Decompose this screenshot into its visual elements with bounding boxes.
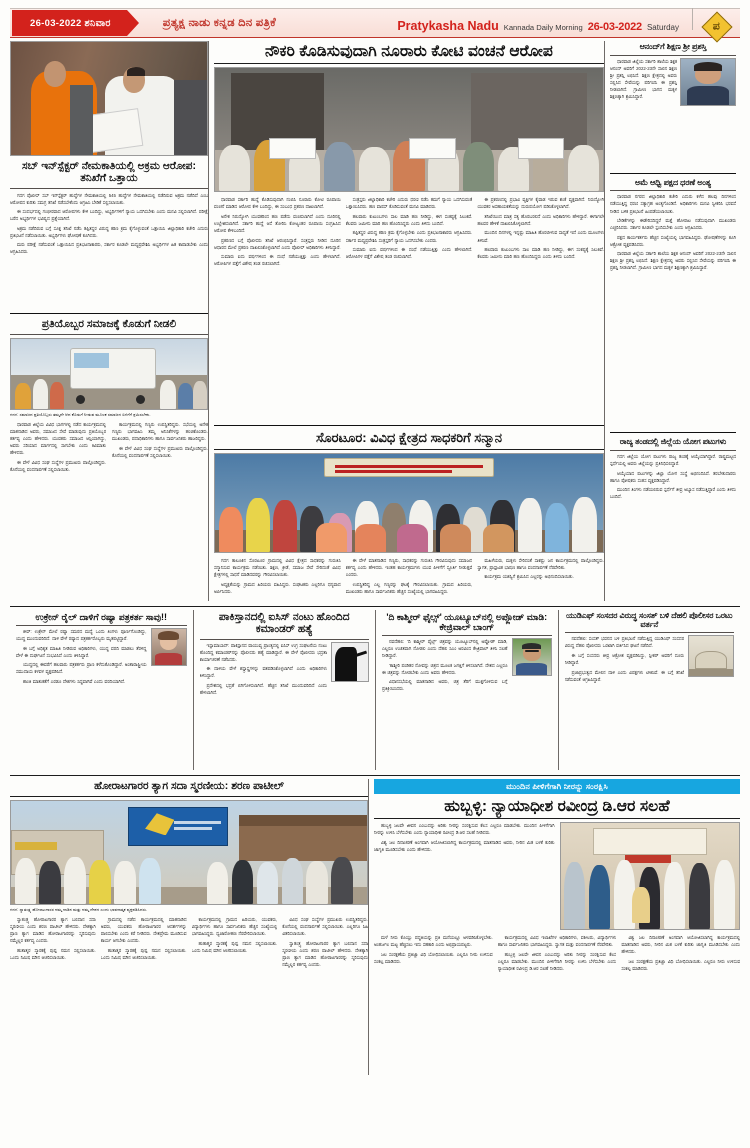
photo-caption-ambulance: ಗದಗ: ಸಮಾಜದ ಪ್ರತಿಯೊಬ್ಬರು ತಮ್ಮದೇ ಆದ ಕೊಡುಗೆ ನೀಡುವ ಮೂಲಕ ಸಮಾಜದ ಏಳಿಗೆಗೆ ಶ್ರಮಿಸಬೇಕು. <box>10 411 151 417</box>
logo-glyph: ಪ <box>713 20 721 33</box>
story-paragraph: ಮಳೆ ನೀರು ಕೊಯ್ಲು ಪದ್ಧತಿಯನ್ನು ಪ್ರತಿ ಮನೆಯಲ್ಲೂ ಅಳವಡಿಸಿಕೊಳ್ಳಬೇಕು. ಅಂತರ್ಜಲ ಮಟ್ಟ ಹೆಚ್ಚಿಸಲು ಇದು ಸಹಕಾರಿ ಎಂದು ಅಭಿಪ್ರಾಯಪಟ್ಟರು. <box>374 935 493 948</box>
newspaper-logo-icon <box>701 12 732 43</box>
story-paragraph: ಕಾರ್ಯಕ್ರಮ ಯಶಸ್ವಿಗೆ ಶ್ರಮಿಸಿದ ಎಲ್ಲರನ್ನು ಅಭಿನಂದಿಸಲಾಯಿತು. <box>484 574 574 580</box>
story-paragraph: ಗದಗ ಪೊಲೀಸ್ ಸಬ್ ಇನ್‌ಸ್ಪೆಕ್ಟರ್ ಹುದ್ದೆಗಳ ನೇಮಕಾತಿಯಲ್ಲಿ 545 ಹುದ್ದೆಗಳ ನೇಮಕಾತಿಯಲ್ಲಿ ನಡೆದಿರುವ ಅಕ್ರಮ ನಡೆದಿದೆ ಎಂಬ ಆರೋಪದ ಕುರಿತು ಸಮಗ್ರ ತನಿಖೆ ನಡೆಸಬೇಕೆಂದು ಆಗ್ರಹಿಸಿ ಬೇಡಿಕೆ ಸಲ್ಲಿಸಲಾಯಿತು. <box>10 192 208 205</box>
headline-education-award: ಆನಂದ್‌ಗೆ ಶಿಕ್ಷಣ ಶ್ರೀ ಪ್ರಶಸ್ತಿ <box>639 42 707 51</box>
headline-yoga-state-team: ರಾಜ್ಯ ತಂಡದಲ್ಲಿ ಜಿಲ್ಲೆಯ ಯೋಗ ಪಟುಗಳು <box>619 437 727 447</box>
story-column <box>346 557 473 601</box>
story-paragraph: ಮರು ಪರೀಕ್ಷೆ ನಡೆಸುವಂತೆ ಒತ್ತಾಯಿಸಿದ ಪ್ರತಿಭಟನಾಕಾರರು, ಸರ್ಕಾರ ಕೂಡಲೇ ಮಧ್ಯಪ್ರವೇಶಿಸಿ ಅಭ್ಯರ್ಥಿಗಳ ಹಿತ ಕಾಪಾಡಬೇಕು ಎಂದು ಆಗ್ರಹಿಸಿದರು. <box>10 242 208 255</box>
story-paragraph: ಮಹಿಳೆಯರು, ಮಕ್ಕಳು ಸೇರಿದಂತೆ ಸಾಕಷ್ಟು ಜನ ಕಾರ್ಯಕ್ರಮದಲ್ಲಿ ಪಾಲ್ಗೊಂಡಿದ್ದರು. ಸ್ವಾಗತ, ಪ್ರಾಸ್ತಾವಿಕ ಭಾಷಣ ಹಾಗೂ ವಂದನಾರ್ಪಣೆ ನೆರವೇರಿತು. <box>477 557 604 570</box>
story-paragraph: ವಿಧಾನಸಭೆಯಲ್ಲಿ ಮಾತನಾಡಿದ ಅವರು, ಚಿತ್ರ ತೆರಿಗೆ ಮುಕ್ತಗೊಳಿಸುವ ಬಗ್ಗೆ ಪ್ರತಿಕ್ರಿಯಿಸಿದರು. <box>382 679 508 692</box>
mid-news-grid <box>10 610 740 770</box>
story-paragraph: ಈ ಸಂದರ್ಭದಲ್ಲಿ ಗಂಭೀರವಾದ ಆರೋಪಗಳು ಕೇಳಿ ಬಂದಿದ್ದು, ಅಭ್ಯರ್ಥಿಗಳಿಗೆ ನ್ಯಾಯ ಒದಗಿಸಬೇಕು ಎಂದು ಮನವಿ ಸಲ್ಲಿಸಲಾಗಿದೆ. ಪರೀಕ್ಷೆ ಬರೆದ ಅಭ್ಯರ್ಥಿಗಳ ಭವಿಷ್ಯದ ಪ್ರಶ್ನೆಯಾಗಿದೆ. <box>10 209 208 222</box>
headline-community-contribution: ಪ್ರತಿಯೊಬ್ಬರ ಸಮಾಜಕ್ಕೆ ಕೊಡುಗೆ ನೀಡಲಿ <box>41 317 177 330</box>
story-paragraph: ಹಲವಾರು ಕುಟುಂಬಗಳು ಸಾಲ ಮಾಡಿ ಹಣ ನೀಡಿದ್ದು, ಈಗ ಸಂಕಷ್ಟಕ್ಕೆ ಸಿಲುಕಿವೆ. ಕೆಲವರು ಜಮೀನು ಮಾರಿ ಹಣ ಹೊಂದಿಸಿದ್ದರು ಎಂದು ತಿಳಿದು ಬಂದಿದೆ. <box>345 213 473 226</box>
story-paragraph: ಧಾರವಾಡ ಜಿಲ್ಲೆಯ ವಿವಿಧ ಭಾಗಗಳಲ್ಲಿ ನಡೆದ ಕಾರ್ಯಕ್ರಮದಲ್ಲಿ ಮಾತನಾಡಿದ ಅವರು, ಸಮಾಜದ ಸೇವೆ ಮಾಡುವುದು ಪ್ರತಿಯೊಬ್ಬರ ಕರ್ತವ್ಯ ಎಂದು ಹೇಳಿದರು. ಯುವಕರು ಸಮಾಜದ ಆಸ್ತಿಯಾಗಿದ್ದು, ಅವರು ಸರಿಯಾದ ಮಾರ್ಗದಲ್ಲಿ ಸಾಗಬೇಕು ಎಂದು ಕಿವಿಮಾತು ಹೇಳಿದರು. <box>10 422 106 456</box>
story-paragraph: ಈ ಬಗ್ಗೆ ಸಂಸದರು ತೀವ್ರ ಆಕ್ರೋಶ ವ್ಯಕ್ತಪಡಿಸಿದ್ದು, ಸ್ಪೀಕರ್ ಅವರಿಗೆ ದೂರು ನೀಡಿದ್ದಾರೆ. <box>564 653 684 666</box>
headline-freedom-fighters: ಹೋರಾಟಗಾರರ ತ್ಯಾಗ ಸದಾ ಸ್ಮರಣೀಯ: ಶರಣ ಪಾಟೀಲ್ <box>94 780 284 792</box>
story-column <box>374 822 555 930</box>
bottom-right-column <box>374 779 740 1075</box>
story-paragraph: ಕಾರ್ಯಕ್ರಮದಲ್ಲಿ ಗಣ್ಯರು ಉಪಸ್ಥಿತರಿದ್ದರು. ಸಭೆಯಲ್ಲಿ ಅನೇಕ ಗಣ್ಯರು ಭಾಗವಹಿಸಿ ತಮ್ಮ ಅನಿಸಿಕೆಗಳನ್ನು ಹಂಚಿಕೊಂಡರು. ಮುಖಂಡರು, ಪದಾಧಿಕಾರಿಗಳು ಹಾಗೂ ಸಾರ್ವಜನಿಕರು ಹಾಜರಿದ್ದರು. <box>112 422 208 442</box>
story-yoga-state-team <box>610 453 736 573</box>
story-paragraph: ಕಾರ್ಯಕ್ರಮದಲ್ಲಿ ಗ್ರಾಮದ ಹಿರಿಯರು, ಯುವಕರು, ವಿದ್ಯಾರ್ಥಿಗಳು ಹಾಗೂ ಸಾರ್ವಜನಿಕರು ಹೆಚ್ಚಿನ ಸಂಖ್ಯೆಯಲ್ಲಿ ಭಾಗವಹಿಸಿದ್ದರು. ಧ್ವಜಾರೋಹಣ ನೆರವೇರಿಸಲಾಯಿತು. <box>191 917 278 937</box>
story-column <box>621 934 740 1075</box>
headline-pakistan-isis-commander: ಪಾಕಿಸ್ತಾನದಲ್ಲಿ ಐಸಿಸ್ ನಂಟು ಹೊಂದಿದ ಕಮಾಂಡರ್ ಹತ್ಯೆ <box>218 611 350 635</box>
story-column <box>214 196 341 422</box>
story-paragraph: ಗದಗ ತಾಲೂಕಿನ ಸೊರಟೂರ ಗ್ರಾಮದಲ್ಲಿ ವಿವಿಧ ಕ್ಷೇತ್ರದ ಸಾಧಕರನ್ನು ಗುರುತಿಸಿ ಸನ್ಮಾನಿಸುವ ಕಾರ್ಯಕ್ರಮ ನಡೆಯಿತು. ಶಿಕ್ಷಣ, ಕ್ರೀಡೆ, ಸಮಾಜ ಸೇವೆ ಸೇರಿದಂತೆ ವಿವಿಧ ಕ್ಷೇತ್ರಗಳಲ್ಲಿ ಸಾಧನೆ ಮಾಡಿದವರನ್ನು ಗೌರವಿಸಲಾಯಿತು. <box>214 557 341 577</box>
headline-soraturu-felicitation: ಸೊರಟೂರ: ವಿವಿಧ ಕ್ಷೇತ್ರದ ಸಾಧಕರಿಗೆ ಸನ್ಮಾನ <box>315 430 503 446</box>
story-paragraph: ಈ ವೇಳೆ ವಿವಿಧ ಸಂಘ ಸಂಸ್ಥೆಗಳ ಪ್ರಮುಖರು ಪಾಲ್ಗೊಂಡಿದ್ದರು. ಕೊನೆಯಲ್ಲಿ ವಂದನಾರ್ಪಣೆ ಸಲ್ಲಿಸಲಾಯಿತು. <box>10 459 106 472</box>
headline-sub-inspector: ಸಬ್ ಇನ್‌ಸ್ಪೆಕ್ಟರ್ ನೇಮಕಾತಿಯಲ್ಲಿ ಅಕ್ರಮ ಆರೋಪ: ತನಿಖೆಗೆ ಒತ್ತಾಯ <box>21 160 197 184</box>
story-paragraph: ಉಪಸ್ಥಿತರಿದ್ದ ಎಲ್ಲ ಗಣ್ಯರನ್ನು ಘಟಕ್ಕೆ ಗೌರವಿಸಲಾಯಿತು. ಗ್ರಾಮದ ಹಿರಿಯರು, ಮುಖಂಡರು ಹಾಗೂ ಸಾರ್ವಜನಿಕರು ಹೆಚ್ಚಿನ ಸಂಖ್ಯೆಯಲ್ಲಿ ಭಾಗವಹಿಸಿದ್ದರು. <box>345 581 473 594</box>
mid-news-item-pakistan <box>193 610 376 770</box>
story-column <box>214 557 341 601</box>
story-column <box>10 421 106 601</box>
story-paragraph: ಪಕ್ಷದ ಕಾರ್ಯಕರ್ತರು ಹೆಚ್ಚಿನ ಸಂಖ್ಯೆಯಲ್ಲಿ ಭಾಗವಹಿಸಿದ್ದರು. ಘೋಷಣೆಗಳನ್ನು ಕೂಗಿ ಆಕ್ರೋಶ ವ್ಯಕ್ತಪಡಿಸಿದರು. <box>610 234 736 247</box>
story-paragraph: ಹುಬ್ಬಳ್ಳಿ ಜಲವೇ ಜೀವನ ಎಂಬುದನ್ನು ಅರಿತು ನೀರನ್ನು ಸಂರಕ್ಷಿಸುವ ಕೆಲಸ ಎಲ್ಲರೂ ಮಾಡಬೇಕು. ಮುಂದಿನ ಪೀಳಿಗೆಗಾಗಿ ನೀರನ್ನು ಉಳಿಸಿ ಬೆಳೆಸಬೇಕು ಎಂದು ನ್ಯಾಯಾಧೀಶ ರವೀಂದ್ರ ಡಿ.ಆರ ಸಲಹೆ ನೀಡಿದರು. <box>497 951 617 971</box>
story-paragraph: ಸುಮಾರು ಐದು ವರ್ಷಗಳಿಂದ ಈ ದಂಧೆ ನಡೆಯುತ್ತಿತ್ತು ಎಂದು ಹೇಳಲಾಗಿದೆ. ಆರೋಪಿಗಳ ಪತ್ತೆಗೆ ವಿಶೇಷ ತಂಡ ರಚಿಸಲಾಗಿದೆ. <box>345 247 473 260</box>
story-job-fraud-columns <box>214 196 604 422</box>
top-section <box>10 41 740 601</box>
story-paragraph: ಧಾರವಾಡ ನಗರದ ಜಿಲ್ಲಾಧಿಕಾರಿ ಕಚೇರಿ ಎದುರು ಕಳೆದ ಹಲವು ದಿನಗಳಿಂದ ನಡೆಯುತ್ತಿದ್ದ ಧರಣಿ ಸತ್ಯಾಗ್ರಹ ಅಂತ್ಯಗೊಂಡಿದೆ. ಅಧಿಕಾರಿಗಳು ಮನವಿ ಸ್ವೀಕರಿಸಿ ಭರವಸೆ ನೀಡಿದ ಬಳಿಕ ಪ್ರತಿಭಟನೆ ಹಿಂಪಡೆಯಲಾಯಿತು. <box>610 194 736 214</box>
story-paragraph: ವಿವಿಧ ಸಂಘ ಸಂಸ್ಥೆಗಳ ಪ್ರಮುಖರು ಉಪಸ್ಥಿತರಿದ್ದರು. ಕೊನೆಯಲ್ಲಿ ವಂದನಾರ್ಪಣೆ ಸಲ್ಲಿಸಲಾಯಿತು. ಎಲ್ಲರಿಗೂ ಸಿಹಿ ವಿತರಿಸಲಾಯಿತು. <box>282 917 368 937</box>
mid-section <box>10 606 740 770</box>
bottom-grid <box>10 779 740 1075</box>
story-column <box>374 934 493 1075</box>
photo-water-day-event <box>560 822 741 930</box>
story-pakistan <box>200 642 328 750</box>
photo-felicitation-group <box>214 453 604 553</box>
photo-parliament-scene <box>688 635 734 677</box>
story-paragraph: ಜಲ ಸಂರಕ್ಷಣೆಯ ಪ್ರತಿಜ್ಞಾ ವಿಧಿ ಬೋಧಿಸಲಾಯಿತು. ಎಲ್ಲರೂ ನೀರು ಉಳಿಸುವ ಸಂಕಲ್ಪ ಮಾಡಿದರು. <box>374 951 493 964</box>
masthead-kannada-title: ಪ್ರತ್ಯಕ್ಷ ನಾಡು ಕನ್ನಡ ದಿನ ಪತ್ರಿಕೆ <box>162 16 276 29</box>
story-paragraph: ಪ್ರಕರಣದ ಬಗ್ಗೆ ಪೊಲೀಸರು ತನಿಖೆ ಆರಂಭಿಸಿದ್ದಾರೆ. ಸಂತ್ರಸ್ತರು ನೀಡಿದ ದೂರಿನ ಆಧಾರದ ಮೇಲೆ ಪ್ರಕರಣ ದಾಖಲಿಸಿಕೊಳ್ಳಲಾಗಿದೆ ಎಂದು ಪೊಲೀಸ್ ಅಧಿಕಾರಿಗಳು ತಿಳಿಸಿದ್ದಾರೆ. <box>214 237 341 250</box>
photo-portrait-reporter <box>151 628 187 666</box>
mid-news-item-udf-mps <box>558 610 741 770</box>
headline-udf-mps-police: ಯುಡಿಎಫ್ ಸಂಸದರ ವಿರುದ್ಧ ಸಂಸತ್ ಬಳಿ ದೆಹಲಿ ಪೊಲೀಸರ ಒರಟು ವರ್ತನೆ <box>566 611 733 629</box>
mid-news-item-ukraine <box>10 610 193 770</box>
story-paragraph: ಧಾರವಾಡ ಜಿಲ್ಲೆಯ ಸರ್ಕಾರಿ ಶಾಲೆಯ ಶಿಕ್ಷಕ ಆನಂದ್ ಅವರಿಗೆ 2022-23ನೇ ಸಾಲಿನ ಶಿಕ್ಷಣ ಶ್ರೀ ಪ್ರಶಸ್ತಿ ಲಭಿಸಿದೆ. ಶಿಕ್ಷಣ ಕ್ಷೇತ್ರದಲ್ಲಿ ಅವರು ಸಲ್ಲಿಸಿದ ಸೇವೆಯನ್ನು ಪರಿಗಣಿಸಿ ಈ ಪ್ರಶಸ್ತಿ ನೀಡಲಾಗಿದೆ. ಗ್ರಾಮೀಣ ಭಾಗದ ಮಕ್ಕಳ ಶಿಕ್ಷಣಕ್ಕಾಗಿ ಶ್ರಮಿಸಿದ್ದಾರೆ. <box>610 58 677 99</box>
story-paragraph: ತನಿಖೆಯಿಂದ ಮಾತ್ರ ಸತ್ಯ ಹೊರಬರಲಿದೆ ಎಂದು ಅಧಿಕಾರಿಗಳು ಹೇಳಿದ್ದಾರೆ. ಈಗಾಗಲೇ ಹಲವರ ಹೇಳಿಕೆ ದಾಖಲಿಸಿಕೊಳ್ಳಲಾಗಿದೆ. <box>477 213 604 226</box>
photo-crowd <box>11 367 207 409</box>
story-paragraph: ನವದೆಹಲಿ: ಸಂಸತ್ ಭವನದ ಬಳಿ ಪ್ರತಿಭಟನೆ ನಡೆಸುತ್ತಿದ್ದ ಯುಡಿಎಫ್ ಸಂಸದರ ವಿರುದ್ಧ ದೆಹಲಿ ಪೊಲೀಸರು ಒರಟಾಗಿ ವರ್ತಿಸಿದ ಘಟನೆ ನಡೆದಿದೆ. <box>564 636 684 649</box>
headline-kashmir-files-youtube: 'ದಿ ಕಾಶ್ಮೀರ್ ಫೈಲ್ಸ್' ಯೂಟ್ಯೂಬ್‌ನಲ್ಲಿ ಅಪ್ಲೋಡ್ ಮಾಡಿ: ಕೇಜ್ರಿವಾಲ್ ಬಾಂಗ್ <box>386 612 548 633</box>
story-paragraph: ಸುಮಾರು ಐದು ವರ್ಷಗಳಿಂದ ಈ ದಂಧೆ ನಡೆಯುತ್ತಿತ್ತು ಎಂದು ಹೇಳಲಾಗಿದೆ. ಆರೋಪಿಗಳ ಪತ್ತೆಗೆ ವಿಶೇಷ ತಂಡ ರಚಿಸಲಾಗಿದೆ. <box>214 254 341 267</box>
story-freedom-fighters-columns <box>10 916 368 1075</box>
story-paragraph: ಯುದ್ಧದಲ್ಲಿ ಈವರೆಗೆ ಹಲವಾರು ಪತ್ರಕರ್ತರು ಪ್ರಾಣ ಕಳೆದುಕೊಂಡಿದ್ದಾರೆ. ಅಂತಾರಾಷ್ಟ್ರೀಯ ಸಮುದಾಯ ಕಳವಳ ವ್ಯಕ್ತಪಡಿಸಿದೆ. <box>16 662 147 675</box>
story-column <box>112 421 208 601</box>
story-paragraph: ಈ ಬಗ್ಗೆ ಅಧಿಕೃತ ಮಾಹಿತಿ ನೀಡಿರುವ ಅಧಿಕಾರಿಗಳು, ಯುದ್ಧ ವರದಿ ಮಾಡಲು ತೆರಳಿದ್ದ ವೇಳೆ ಈ ದುರ್ಘಟನೆ ಸಂಭವಿಸಿದೆ ಎಂದು ತಿಳಿಸಿದ್ದಾರೆ. <box>16 645 147 658</box>
photo-caption-village: ಗದಗ: ಸ್ವಾತಂತ್ರ್ಯ ಹೋರಾಟಗಾರರ ನಮ್ಮ ನಾಡಿನ ಮತ್ತು ನಮ್ಮ ದೇಶದ ಎಂದು ಭಾವನಾತ್ಮಕ ವ್ಯಕ್ತಪಡಿಸಿದರು. <box>10 906 148 912</box>
story-paragraph: ಇಸ್ಲಾಮಾಬಾದ್: ಪಾಕಿಸ್ತಾನದ ವಾಯುವ್ಯ ಪ್ರಾಂತ್ಯದಲ್ಲಿ ಐಸಿಸ್ ಉಗ್ರ ಸಂಘಟನೆಯ ನಂಟು ಹೊಂದಿದ್ದ ಕಮಾಂಡರ್‌ನನ್ನು ಪೊಲೀಸರು ಹತ್ಯೆ ಮಾಡಿದ್ದಾರೆ. ಈ ವೇಳೆ ಪೊಲೀಸರು ಭದ್ರತಾ ಕಾರ್ಯಾಚರಣೆ ನಡೆಸಿದರು. <box>199 642 327 662</box>
story-paragraph: ಕೀವ್: ಉಕ್ರೇನ್ ಮೇಲೆ ರಷ್ಯಾ ಸಮರದ ಮಧ್ಯೆ ಒಂದು ತಿಂಗಳು ಪೂರ್ಣಗೊಂಡಿದ್ದು, ಯುದ್ಧ ಮುಂದುವರಿದಿದೆ. ದಾಳಿ ವೇಳೆ ರಷ್ಯಾದ ಪತ್ರಕರ್ತರೊಬ್ಬರು ಮೃತಪಟ್ಟಿದ್ದಾರೆ. <box>16 629 147 642</box>
story-paragraph: ಕಾರ್ಯಕ್ರಮದಲ್ಲಿ ವಿವಿಧ ಇಲಾಖೆಗಳ ಅಧಿಕಾರಿಗಳು, ವಕೀಲರು, ವಿದ್ಯಾರ್ಥಿಗಳು ಹಾಗೂ ಸಾರ್ವಜನಿಕರು ಭಾಗವಹಿಸಿದ್ದರು. ಸ್ವಾಗತ ಮತ್ತು ವಂದನಾರ್ಪಣೆ ನೆರವೇರಿತು. <box>497 935 617 948</box>
story-column <box>101 916 187 1075</box>
story-paragraph: ಹುತಾತ್ಮರ ಸ್ಮಾರಕಕ್ಕೆ ಪುಷ್ಪ ನಮನ ಸಲ್ಲಿಸಲಾಯಿತು. ಒಂದು ನಿಮಿಷ ಮೌನ ಆಚರಿಸಲಾಯಿತು. <box>191 940 278 953</box>
story-paragraph: ಈ ವೇಳೆ ಮಾತನಾಡಿದ ಗಣ್ಯರು, ಸಾಧಕರನ್ನು ಗುರುತಿಸಿ ಗೌರವಿಸುವುದು ಸಮಾಜದ ಕರ್ತವ್ಯ ಎಂದು ಹೇಳಿದರು. ಇಂತಹ ಕಾರ್ಯಕ್ರಮಗಳು ಯುವ ಪೀಳಿಗೆಗೆ ಸ್ಫೂರ್ತಿ ನೀಡುತ್ತವೆ ಎಂದರು. <box>345 557 473 577</box>
masthead-english-title: Pratykasha Nadu <box>397 18 499 33</box>
story-paragraph: ಮುಂದಿನ ತಿಂಗಳು ನಡೆಯಲಿರುವ ಸ್ಪರ್ಧೆಗೆ ತೀವ್ರ ಅಭ್ಯಾಸ ನಡೆಸುತ್ತಿದ್ದಾರೆ ಎಂದು ತಿಳಿದು ಬಂದಿದೆ. <box>610 487 736 500</box>
story-paragraph: ವಿಶ್ವ ಜಲ ದಿನಾಚರಣೆ ಅಂಗವಾಗಿ ಆಯೋಜಿಸಲಾಗಿದ್ದ ಕಾರ್ಯಕ್ರಮದಲ್ಲಿ ಮಾತನಾಡಿದ ಅವರು, ನೀರಿನ ಮಿತ ಬಳಕೆ ಕುರಿತು ಜಾಗೃತಿ ಮೂಡಿಸಬೇಕು ಎಂದು ಹೇಳಿದರು. <box>621 935 740 955</box>
story-paragraph: ಈ ವೇಳೆ ವಿವಿಧ ಸಂಘ ಸಂಸ್ಥೆಗಳ ಪ್ರಮುಖರು ಪಾಲ್ಗೊಂಡಿದ್ದರು. ಕೊನೆಯಲ್ಲಿ ವಂದನಾರ್ಪಣೆ ಸಲ್ಲಿಸಲಾಯಿತು. <box>112 445 208 458</box>
story-column <box>477 196 604 422</box>
photo-crowd <box>561 849 740 930</box>
story-paragraph: ಪ್ರದೇಶದಲ್ಲಿ ಭದ್ರತೆ ಬಿಗಿಗೊಳಿಸಲಾಗಿದೆ. ಹೆಚ್ಚಿನ ತನಿಖೆ ಮುಂದುವರಿದಿದೆ ಎಂದು ಹೇಳಲಾಗಿದೆ. <box>199 682 327 695</box>
masthead-day: Saturday <box>646 22 679 32</box>
masthead-divider <box>692 8 693 30</box>
story-paragraph: ಗ್ರಾಮದಲ್ಲಿ ನಡೆದ ಕಾರ್ಯಕ್ರಮದಲ್ಲಿ ಮಾತನಾಡಿದ ಅವರು, ಯುವಕರು ಹೋರಾಟಗಾರರ ಆದರ್ಶಗಳನ್ನು ಪಾಲಿಸಬೇಕು ಎಂದು ಕರೆ ನೀಡಿದರು. ದೇಶಪ್ರೇಮ ಮೂಡಿಸುವ ಕಾರ್ಯ ಆಗಬೇಕು ಎಂದರು. <box>100 917 187 944</box>
story-paragraph: ಜಲ ಸಂರಕ್ಷಣೆಯ ಪ್ರತಿಜ್ಞಾ ವಿಧಿ ಬೋಧಿಸಲಾಯಿತು. ಎಲ್ಲರೂ ನೀರು ಉಳಿಸುವ ಸಂಕಲ್ಪ ಮಾಡಿದರು. <box>621 958 740 971</box>
story-paragraph: ಅಕ್ರಮ ನಡೆದಿರುವ ಬಗ್ಗೆ ಸೂಕ್ತ ತನಿಖೆ ನಡೆಸಿ ತಪ್ಪಿತಸ್ಥರ ವಿರುದ್ಧ ಕಠಿಣ ಕ್ರಮ ಕೈಗೊಳ್ಳುವಂತೆ ಒತ್ತಾಯಿಸಿ ಜಿಲ್ಲಾಧಿಕಾರಿ ಕಚೇರಿ ಎದುರು ಪ್ರತಿಭಟನೆ ನಡೆಸಲಾಯಿತು. ಅಭ್ಯರ್ಥಿಗಳು ಘೋಷಣೆ ಕೂಗಿದರು. <box>10 225 208 238</box>
story-paragraph: ಮುಂದಿನ ದಿನಗಳಲ್ಲಿ ಇನ್ನಷ್ಟು ಮಾಹಿತಿ ಹೊರಬೀಳುವ ಸಾಧ್ಯತೆ ಇದೆ ಎಂದು ಮೂಲಗಳು ತಿಳಿಸಿವೆ. <box>477 230 604 243</box>
story-paragraph: ಧಾರವಾಡ ಸರ್ಕಾರಿ ಹುದ್ದೆ ಕೊಡಿಸುವುದಾಗಿ ನಂಬಿಸಿ ನೂರಾರು ಕೋಟಿ ರೂಪಾಯಿ ವಂಚನೆ ಮಾಡಿದ ಆರೋಪ ಕೇಳಿ ಬಂದಿದ್ದು, ಈ ಸಂಬಂಧ ಪ್ರಕರಣ ದಾಖಲಾಗಿದೆ. <box>214 197 341 210</box>
story-paragraph: ವಿಶ್ವ ಜಲ ದಿನಾಚರಣೆ ಅಂಗವಾಗಿ ಆಯೋಜಿಸಲಾಗಿದ್ದ ಕಾರ್ಯಕ್ರಮದಲ್ಲಿ ಮಾತನಾಡಿದ ಅವರು, ನೀರಿನ ಮಿತ ಬಳಕೆ ಕುರಿತು ಜಾಗೃತಿ ಮೂಡಿಸಬೇಕು ಎಂದು ಹೇಳಿದರು. <box>374 839 555 852</box>
photo-portrait-anand <box>680 58 736 106</box>
story-paragraph: ಹಲವಾರು ಕುಟುಂಬಗಳು ಸಾಲ ಮಾಡಿ ಹಣ ನೀಡಿದ್ದು, ಈಗ ಸಂಕಷ್ಟಕ್ಕೆ ಸಿಲುಕಿವೆ. ಕೆಲವರು ಜಮೀನು ಮಾರಿ ಹಣ ಹೊಂದಿಸಿದ್ದರು ಎಂದು ತಿಳಿದು ಬಂದಿದೆ. <box>477 247 604 260</box>
story-paragraph: ಹುತಾತ್ಮರ ಸ್ಮಾರಕಕ್ಕೆ ಪುಷ್ಪ ನಮನ ಸಲ್ಲಿಸಲಾಯಿತು. ಒಂದು ನಿಮಿಷ ಮೌನ ಆಚರಿಸಲಾಯಿತು. <box>100 947 187 961</box>
story-party-protest-end <box>610 193 736 429</box>
top-right-column <box>610 41 736 601</box>
photo-portrait-kejriwal <box>512 638 552 676</box>
story-column <box>498 934 617 1075</box>
headline-party-protest-end: ಅಮೆ ಆಧ್ವಿ ಪಕ್ಷದ ಧರಣೆ ಅಂತ್ಯ <box>634 177 711 187</box>
story-column <box>192 916 278 1075</box>
photo-officials-handover <box>10 41 208 156</box>
photo-protest-sit-in <box>214 67 604 192</box>
story-paragraph: ಗದಗ ಜಿಲ್ಲೆಯ ಯೋಗ ಪಟುಗಳು ರಾಜ್ಯ ತಂಡಕ್ಕೆ ಆಯ್ಕೆಯಾಗಿದ್ದಾರೆ. ರಾಷ್ಟ್ರಮಟ್ಟದ ಸ್ಪರ್ಧೆಯಲ್ಲಿ ಅವರು ಜಿಲ್ಲೆಯನ್ನು ಪ್ರತಿನಿಧಿಸಲಿದ್ದಾರೆ. <box>610 454 736 467</box>
story-education-award <box>610 58 677 170</box>
story-paragraph: ಧಾರವಾಡ ಜಿಲ್ಲೆಯ ಸರ್ಕಾರಿ ಶಾಲೆಯ ಶಿಕ್ಷಕ ಆನಂದ್ ಅವರಿಗೆ 2022-23ನೇ ಸಾಲಿನ ಶಿಕ್ಷಣ ಶ್ರೀ ಪ್ರಶಸ್ತಿ ಲಭಿಸಿದೆ. ಶಿಕ್ಷಣ ಕ್ಷೇತ್ರದಲ್ಲಿ ಅವರು ಸಲ್ಲಿಸಿದ ಸೇವೆಯನ್ನು ಪರಿಗಣಿಸಿ ಈ ಪ್ರಶಸ್ತಿ ನೀಡಲಾಗಿದೆ. ಗ್ರಾಮೀಣ ಭಾಗದ ಮಕ್ಕಳ ಶಿಕ್ಷಣಕ್ಕಾಗಿ ಶ್ರಮಿಸಿದ್ದಾರೆ. <box>610 251 736 271</box>
story-paragraph: ಸ್ವಾತಂತ್ರ್ಯ ಹೋರಾಟಗಾರರ ತ್ಯಾಗ ಬಲಿದಾನ ಸದಾ ಸ್ಮರಣೀಯ ಎಂದು ಶರಣ ಪಾಟೀಲ್ ಹೇಳಿದರು. ದೇಶಕ್ಕಾಗಿ ಪ್ರಾಣ ತ್ಯಾಗ ಮಾಡಿದ ಹೋರಾಟಗಾರರನ್ನು ಸ್ಮರಿಸುವುದು ನಮ್ಮೆಲ್ಲರ ಕರ್ತವ್ಯ ಎಂದರು. <box>10 917 96 944</box>
story-paragraph: ಈ ಪ್ರಕರಣದಲ್ಲಿ ಪ್ರಭಾವಿ ವ್ಯಕ್ತಿಗಳ ಕೈವಾಡ ಇರುವ ಶಂಕೆ ವ್ಯಕ್ತವಾಗಿದೆ. ನಿರುದ್ಯೋಗಿ ಯುವಕರ ಅಸಹಾಯಕತೆಯನ್ನು ದುರುಪಯೋಗ ಪಡಿಸಿಕೊಳ್ಳಲಾಗಿದೆ. <box>477 197 604 210</box>
story-sub-inspector <box>10 192 208 310</box>
story-paragraph: ನವದೆಹಲಿ: 'ದಿ ಕಾಶ್ಮೀರ್ ಫೈಲ್ಸ್' ಚಿತ್ರವನ್ನು ಯೂಟ್ಯೂಬ್‌ನಲ್ಲಿ ಅಪ್ಲೋಡ್ ಮಾಡಿ, ಎಲ್ಲರೂ ಉಚಿತವಾಗಿ ನೋಡಲಿ ಎಂದು ದೆಹಲಿ ಸಿಎಂ ಅರವಿಂದ ಕೇಜ್ರಿವಾಲ್ ತಿಳಿಸಿ ಸಲಹೆ ನೀಡಿದ್ದಾರೆ. <box>382 639 508 659</box>
masthead-date-flag: 26-03-2022 ಶನಿವಾರ <box>12 10 127 36</box>
masthead-date: 26-03-2022 <box>587 20 642 33</box>
bottom-right-top-row <box>374 822 740 930</box>
story-paragraph: ಈ ದಾಳಿಯ ವೇಳೆ ಶಸ್ತ್ರಾಸ್ತ್ರಗಳನ್ನು ವಶಪಡಿಸಿಕೊಳ್ಳಲಾಗಿದೆ ಎಂದು ಅಧಿಕಾರಿಗಳು ತಿಳಿಸಿದ್ದಾರೆ. <box>199 666 327 679</box>
headline-judge-water-advice: ಹುಬ್ಬಳ್ಳಿ: ನ್ಯಾಯಾಧೀಶ ರವೀಂದ್ರ ಡಿ.ಆರ ಸಲಹೆ <box>444 798 670 815</box>
masthead-english-block <box>397 8 740 39</box>
story-kashmir-files <box>382 638 508 748</box>
masthead <box>10 8 740 38</box>
story-paragraph: ಅನೇಕ ನಿರುದ್ಯೋಗಿ ಯುವಕರಿಂದ ಹಣ ಪಡೆದು ವಂಚಿಸಲಾಗಿದೆ ಎಂದು ದೂರಿನಲ್ಲಿ ಉಲ್ಲೇಖಿಸಲಾಗಿದೆ. ಸರ್ಕಾರಿ ಹುದ್ದೆ ಆಸೆ ತೋರಿಸಿ ಕೋಟ್ಯಂತರ ರೂಪಾಯಿ ಸಂಗ್ರಹಿಸಿದ ಆರೋಪ ಕೇಳಿಬಂದಿದೆ. <box>214 213 341 233</box>
story-paragraph: ಅಧ್ಯಕ್ಷತೆಯನ್ನು ಗ್ರಾಮದ ಹಿರಿಯರು ವಹಿಸಿದ್ದರು. ಸಂಘಟಕರು ಎಲ್ಲರಿಗೂ ಧನ್ಯವಾದ ಅರ್ಪಿಸಿದರು. <box>214 581 341 594</box>
story-community-columns <box>10 421 208 601</box>
headline-ukraine-rail-attack: ಉಕ್ರೇನ್ ರೈಲ್ ದಾಳಿಗೆ ರಷ್ಯಾ ಪತ್ರಕರ್ತ ಸಾವು!! <box>35 612 168 622</box>
story-paragraph: 'ಕಾಶ್ಮೀರಿ ಪಂಡಿತರ ನೋವನ್ನು ಚಿತ್ರದ ಮೂಲಕ ಜಗತ್ತಿಗೆ ತಿಳಿಸಲಾಗಿದೆ. ದೇಶದ ಎಲ್ಲರೂ ಈ ಚಿತ್ರವನ್ನು ನೋಡಬೇಕು ಎಂದು ಅವರು ಹೇಳಿದರು. <box>382 662 508 675</box>
story-udf-mps <box>565 635 685 745</box>
photo-village-gathering <box>10 800 368 905</box>
story-paragraph: ತಪ್ಪಿತಸ್ಥರ ವಿರುದ್ಧ ಕಠಿಣ ಕ್ರಮ ಕೈಗೊಳ್ಳಬೇಕು ಎಂದು ಪ್ರತಿಭಟನಾಕಾರರು ಆಗ್ರಹಿಸಿದರು. ಸರ್ಕಾರ ಮಧ್ಯಪ್ರವೇಶಿಸಿ ಸಂತ್ರಸ್ತರಿಗೆ ನ್ಯಾಯ ಒದಗಿಸಬೇಕು ಎಂದರು. <box>345 230 473 243</box>
story-paragraph: ಸ್ವಾತಂತ್ರ್ಯ ಹೋರಾಟಗಾರರ ತ್ಯಾಗ ಬಲಿದಾನ ಸದಾ ಸ್ಮರಣೀಯ ಎಂದು ಶರಣ ಪಾಟೀಲ್ ಹೇಳಿದರು. ದೇಶಕ್ಕಾಗಿ ಪ್ರಾಣ ತ್ಯಾಗ ಮಾಡಿದ ಹೋರಾಟಗಾರರನ್ನು ಸ್ಮರಿಸುವುದು ನಮ್ಮೆಲ್ಲರ ಕರ್ತವ್ಯ ಎಂದರು. <box>282 940 368 968</box>
story-column <box>477 557 604 601</box>
photo-silhouette-gunman <box>331 642 369 682</box>
story-column <box>282 916 368 1075</box>
photo-ambulance-handover <box>10 338 208 410</box>
story-felicitation-columns <box>214 557 604 601</box>
story-paragraph: ಆಯ್ಕೆಯಾದ ಪಟುಗಳನ್ನು ಜಿಲ್ಲಾ ಯೋಗ ಸಂಸ್ಥೆ ಅಭಿನಂದಿಸಿದೆ. ತರಬೇತುದಾರರು ಹಾಗೂ ಪೋಷಕರು ಸಂತಸ ವ್ಯಕ್ತಪಡಿಸಿದ್ದಾರೆ. <box>610 470 736 483</box>
bottom-left-column <box>10 779 368 1075</box>
story-ukraine <box>16 628 147 740</box>
story-paragraph: ಶಾಂತಿ ಮಾತುಕತೆಗೆ ಎರಡೂ ದೇಶಗಳು ಸಿದ್ಧವಾಗಿವೆ ಎಂದು ವರದಿಯಾಗಿದೆ. <box>23 678 126 684</box>
story-column <box>346 196 473 422</box>
headline-job-fraud: ನೌಕರಿ ಕೊಡಿಸುವುದಾಗಿ ನೂರಾರು ಕೋಟಿ ವಂಚನೆ ಆರೋಪ <box>265 43 553 60</box>
story-paragraph: ಬೇಡಿಕೆಗಳನ್ನು ಈಡೇರಿಸದಿದ್ದರೆ ಮತ್ತೆ ಹೋರಾಟ ನಡೆಸುವುದಾಗಿ ಮುಖಂಡರು ಎಚ್ಚರಿಸಿದರು. ಸರ್ಕಾರ ಕೂಡಲೇ ಸ್ಪಂದಿಸಬೇಕು ಎಂದು ಆಗ್ರಹಿಸಿದರು. <box>610 218 736 231</box>
story-paragraph: ಹುತಾತ್ಮರ ಸ್ಮಾರಕಕ್ಕೆ ಪುಷ್ಪ ನಮನ ಸಲ್ಲಿಸಲಾಯಿತು. ಒಂದು ನಿಮಿಷ ಮೌನ ಆಚರಿಸಲಾಯಿತು. <box>10 947 96 961</box>
photo-crowd <box>11 844 367 904</box>
bottom-section <box>10 775 740 1075</box>
story-paragraph: ಸಂತ್ರಸ್ತರು ಜಿಲ್ಲಾಧಿಕಾರಿ ಕಚೇರಿ ಎದುರು ಧರಣಿ ನಡೆಸಿ ತಮಗೆ ನ್ಯಾಯ ಒದಗಿಸುವಂತೆ ಒತ್ತಾಯಿಸಿದರು. ಹಣ ವಾಪಸ್ ಕೊಡಿಸುವಂತೆ ಮನವಿ ಮಾಡಿದರು. <box>345 197 473 210</box>
masthead-english-subtitle: Kannada Daily Morning <box>503 22 583 32</box>
mid-news-item-kashmir-files <box>375 610 558 770</box>
banner-water-conservation: ಮುಂದಿನ ಪೀಳಿಗೆಗಾಗಿ ನೀರನ್ನು ಸಂರಕ್ಷಿಸಿ <box>374 779 740 794</box>
story-water-columns <box>374 934 740 1075</box>
banner-board-icon <box>128 807 228 846</box>
top-center-column <box>214 41 604 601</box>
story-column <box>10 916 96 1075</box>
story-paragraph: ಪ್ರಜಾಪ್ರಭುತ್ವದ ಮೇಲಿನ ದಾಳಿ ಎಂದು ವಿಪಕ್ಷಗಳು ಟೀಕಿಸಿವೆ. ಈ ಬಗ್ಗೆ ತನಿಖೆ ನಡೆಸುವಂತೆ ಆಗ್ರಹಿಸಿದ್ದಾರೆ. <box>564 669 684 682</box>
story-paragraph: ಹುಬ್ಬಳ್ಳಿ ಜಲವೇ ಜೀವನ ಎಂಬುದನ್ನು ಅರಿತು ನೀರನ್ನು ಸಂರಕ್ಷಿಸುವ ಕೆಲಸ ಎಲ್ಲರೂ ಮಾಡಬೇಕು. ಮುಂದಿನ ಪೀಳಿಗೆಗಾಗಿ ನೀರನ್ನು ಉಳಿಸಿ ಬೆಳೆಸಬೇಕು ಎಂದು ನ್ಯಾಯಾಧೀಶ ರವೀಂದ್ರ ಡಿ.ಆರ ಸಲಹೆ ನೀಡಿದರು. <box>374 823 555 836</box>
top-left-column <box>10 41 208 601</box>
